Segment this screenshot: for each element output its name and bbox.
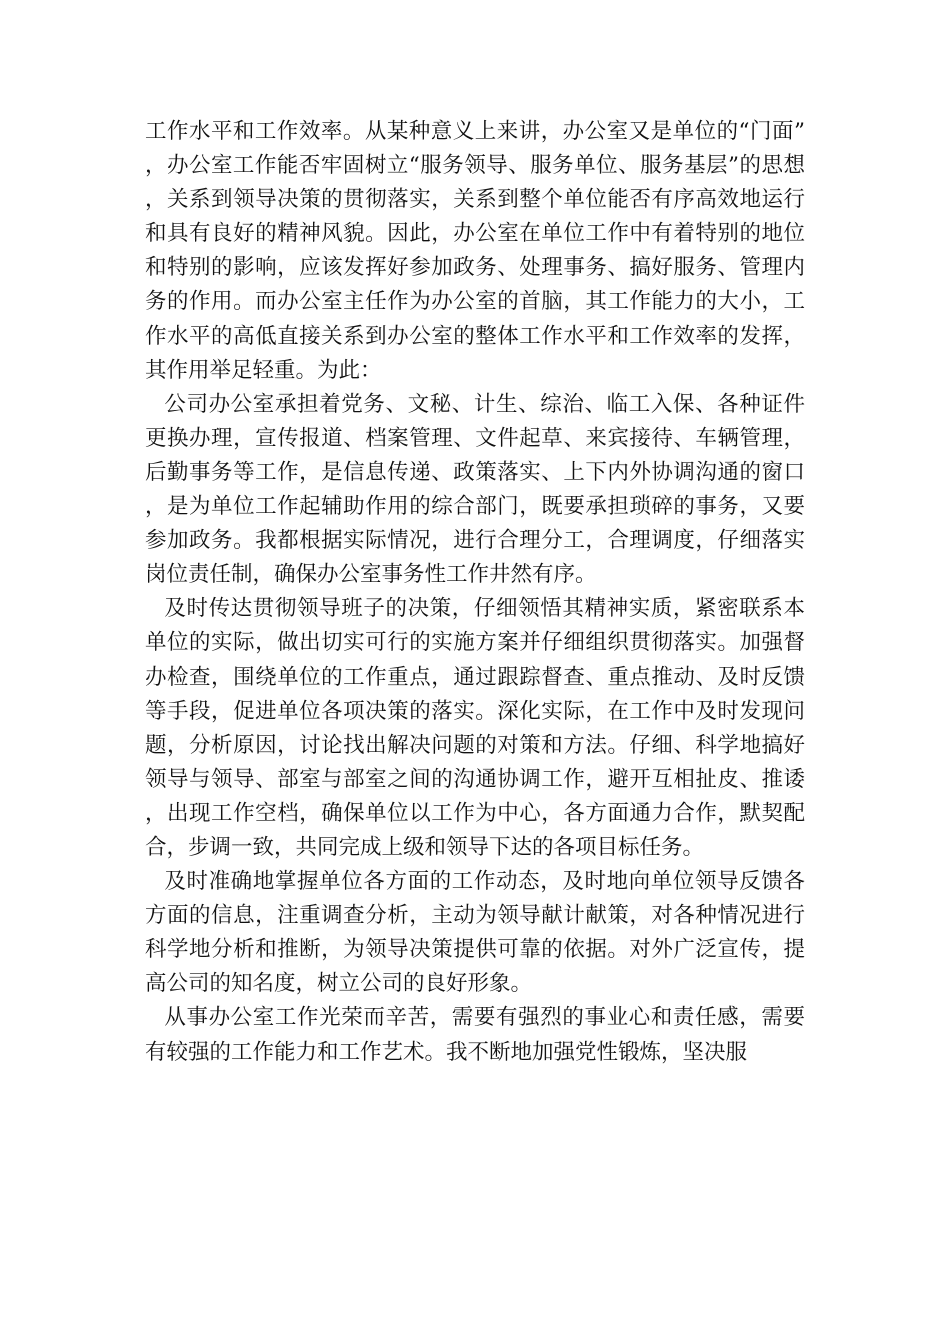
paragraph-dedication: 从事办公室工作光荣而辛苦，需要有强烈的事业心和责任感，需要有较强的工作能力和工作艺术。我不断地加强党性锻炼，坚决服 (145, 1005, 805, 1065)
paragraph-continuation: 工作水平和工作效率。从某种意义上来讲，办公室又是单位的“门面”，办公室工作能否牢固树立“服务领导、服务单位、服务基层”的思想，关系到领导决策的贯彻落实，关系到整个单位能否有序高效地运行和具有良好的精神风貌。因此，办公室在单位工作中有着特别的地位和特别的影响，应该发挥好参加政务、处理事务、搞好服务、管理内务的作用。而办公室主任作为办公室的首脑，其工作能力的大小，工作水平的高低直接关系到办公室的整体工作水平和工作效率的发挥，其作用举足轻重。为此： (145, 119, 805, 383)
paragraph-decision-implementation: 及时传达贯彻领导班子的决策，仔细领悟其精神实质，紧密联系本单位的实际，做出切实可行的实施方案并仔细组织贯彻落实。加强督办检查，围绕单位的工作重点，通过跟踪督查、重点推动、及时反馈等手段，促进单位各项决策的落实。深化实际，在工作中及时发现问题，分析原因，讨论找出解决问题的对策和方法。仔细、科学地搞好领导与领导、部室与部室之间的沟通协调工作，避开互相扯皮、推诿，出现工作空档，确保单位以工作为中心，各方面通力合作，默契配合，步调一致，共同完成上级和领导下达的各项目标任务。 (145, 596, 805, 860)
paragraph-information-feedback: 及时准确地掌握单位各方面的工作动态，及时地向单位领导反馈各方面的信息，注重调查分析，主动为领导献计献策，对各种情况进行科学地分析和推断，为领导决策提供可靠的依据。对外广泛宣传，提高公司的知名度，树立公司的良好形象。 (145, 869, 805, 997)
paragraph-office-duties: 公司办公室承担着党务、文秘、计生、综治、临工入保、各种证件更换办理，宣传报道、档案管理、文件起草、来宾接待、车辆管理，后勤事务等工作，是信息传递、政策落实、上下内外协调沟通的窗口，是为单位工作起辅助作用的综合部门，既要承担琐碎的事务，又要参加政务。我都根据实际情况，进行合理分工，合理调度，仔细落实岗位责任制，确保办公室事务性工作井然有序。 (145, 391, 805, 588)
body-text (145, 115, 805, 1070)
